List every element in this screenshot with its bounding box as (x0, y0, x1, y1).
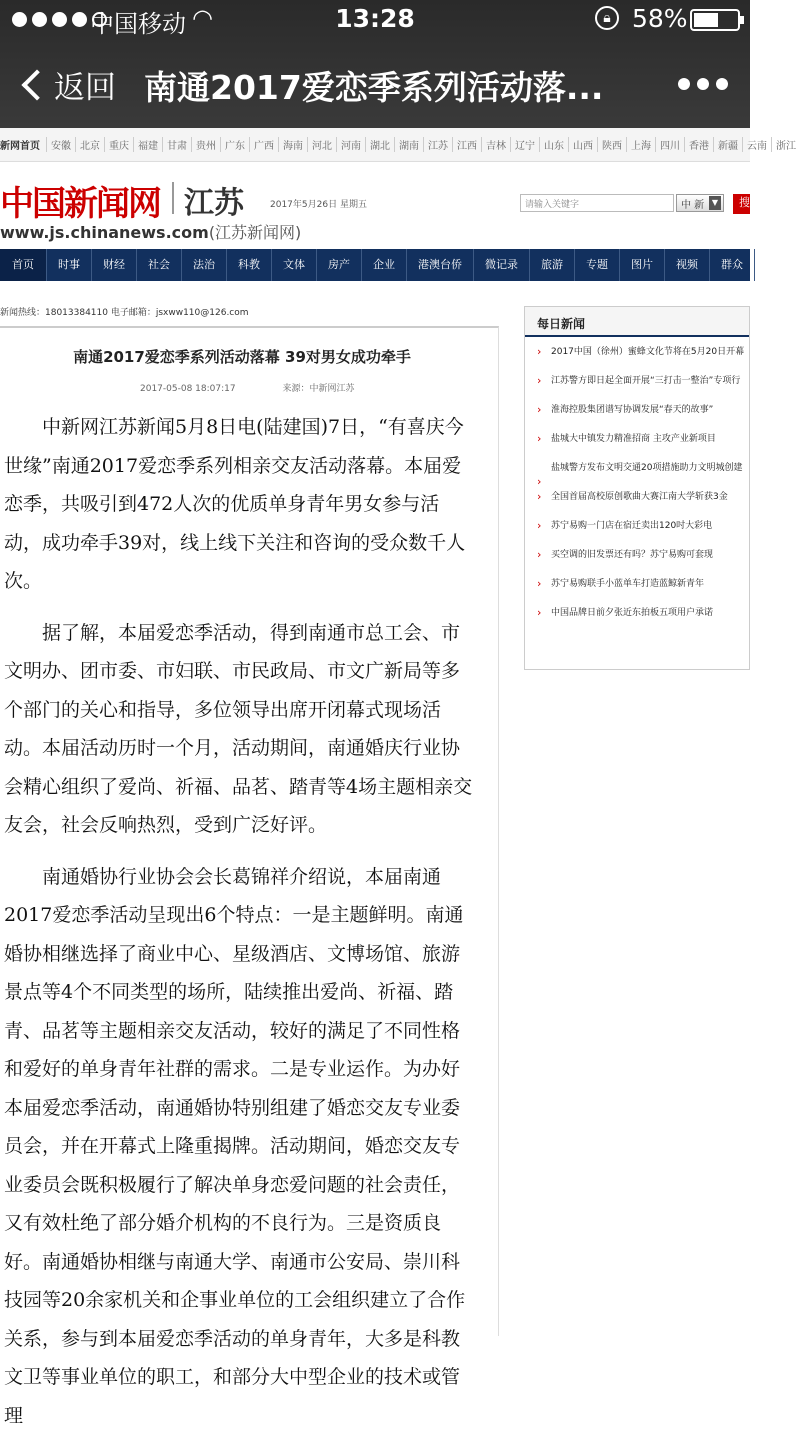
article-date: 2017-05-08 18:07:17 (140, 384, 236, 394)
article-meta (0, 381, 498, 394)
region-link[interactable]: 江苏 (423, 137, 452, 152)
daily-news-list (525, 337, 749, 620)
back-label: 返回 (54, 62, 116, 107)
daily-news-item[interactable]: › 买空调的旧发票还有吗？苏宁易购可套现 (537, 548, 749, 562)
more-dot-icon (678, 78, 690, 90)
main-nav-item[interactable]: 群众 (710, 249, 755, 281)
more-dot-icon (697, 78, 709, 90)
daily-news-item[interactable]: › 苏宁易购一门店在宿迁卖出120吋大彩电 (537, 519, 749, 533)
battery-percent: 58% (632, 4, 688, 33)
daily-news-item[interactable]: › 全国首届高校原创歌曲大赛江南大学斩获3金 (537, 490, 749, 504)
hotline-text: 新闻热线：18013384110 电子邮箱：jsxww110@126.com (0, 305, 249, 318)
region-nav-home[interactable]: 新网首页 (0, 137, 46, 152)
more-menu-button[interactable] (678, 78, 728, 90)
region-link[interactable]: 海南 (278, 137, 307, 152)
region-link[interactable]: 广西 (249, 137, 278, 152)
carrier-label: 中国移动 (90, 4, 186, 39)
main-nav-item[interactable]: 港澳台侨 (407, 249, 474, 281)
main-nav-item[interactable]: 财经 (92, 249, 137, 281)
article-source: 来源：中新网江苏 (282, 384, 354, 394)
region-link[interactable]: 贵州 (191, 137, 220, 152)
back-button[interactable] (18, 62, 116, 107)
main-nav-item[interactable]: 企业 (362, 249, 407, 281)
daily-news-item[interactable]: › 2017中国（徐州）蜜蜂文化节将在5月20日开幕 (537, 345, 749, 359)
chevron-left-icon (21, 69, 52, 100)
region-link[interactable]: 重庆 (104, 137, 133, 152)
main-nav-item[interactable]: 微记录 (474, 249, 530, 281)
region-nav (0, 128, 750, 162)
region-link[interactable]: 香港 (684, 137, 713, 152)
more-dot-icon (716, 78, 728, 90)
region-link[interactable]: 河南 (336, 137, 365, 152)
region-link[interactable]: 福建 (133, 137, 162, 152)
region-link[interactable]: 湖南 (394, 137, 423, 152)
daily-news-item[interactable]: › 淮海控股集团谱写协调发展“春天的故事” (537, 403, 749, 417)
nav-bar (0, 40, 750, 128)
region-title: 江苏 (184, 178, 244, 222)
region-link[interactable]: 江西 (452, 137, 481, 152)
daily-news-item[interactable]: › 盐城大中镇发力精准招商 主攻产业新项目 (537, 432, 749, 446)
daily-news-item[interactable]: › 苏宁易购联手小蓝单车打造蓝鲸新青年 (537, 577, 749, 591)
daily-news-panel (524, 306, 750, 670)
region-link[interactable]: 甘肃 (162, 137, 191, 152)
region-link[interactable]: 北京 (75, 137, 104, 152)
main-nav-item[interactable]: 首页 (0, 249, 47, 281)
battery-icon (690, 9, 740, 31)
search-button[interactable]: 搜 (733, 194, 750, 214)
article (0, 326, 499, 1336)
main-nav-item[interactable]: 社会 (137, 249, 182, 281)
main-nav (0, 249, 750, 281)
region-link[interactable]: 山东 (539, 137, 568, 152)
daily-news-title: 每日新闻 (525, 307, 749, 337)
site-logo[interactable]: 中国新闻网 (0, 176, 160, 225)
rotation-lock-icon: 🔒︎ (595, 6, 619, 30)
clock: 13:28 (0, 4, 750, 33)
search-input[interactable]: 请输入关键字 (520, 194, 674, 212)
main-nav-item[interactable]: 专题 (575, 249, 620, 281)
app-chrome (0, 0, 750, 128)
article-paragraph: 据了解，本届爱恋季活动，得到南通市总工会、市文明办、团市委、市妇联、市民政局、市文广新局等多个部门的关心和指导，多位领导出席开闭幕式现场活动。本届活动历时一个月，活动期间，南通婚庆行业协会精心组织了爱尚、祈福、品茗、踏青等4场主题相亲交友会，社会反响热烈，受到广泛好评。 (4, 614, 474, 845)
region-link[interactable]: 湖北 (365, 137, 394, 152)
main-nav-item[interactable]: 文体 (272, 249, 317, 281)
region-link[interactable]: 安徽 (46, 137, 75, 152)
main-nav-item[interactable]: 视频 (665, 249, 710, 281)
search-scope-select[interactable]: 中 新 ▼ (676, 194, 724, 212)
main-nav-item[interactable]: 法治 (182, 249, 227, 281)
article-paragraph: 中新网江苏新闻5月8日电(陆建国)7日，“有喜庆今世缘”南通2017爱恋季系列相亲交友活动落幕。本届爱恋季，共吸引到472人次的优质单身青年男女参与活动，成功牵手39对，线上线下关注和咨询的受众数千人次。 (4, 408, 474, 601)
daily-news-item[interactable]: › 江苏警方即日起全面开展“三打击一整治”专项行 (537, 374, 749, 388)
region-link[interactable]: 云南 (742, 137, 771, 152)
article-headline: 南通2017爱恋季系列活动落幕 39对男女成功牵手 (0, 346, 498, 367)
region-link[interactable]: 河北 (307, 137, 336, 152)
daily-news-item[interactable]: › 中国品牌日前夕张近东拍板五项用户承诺 (537, 606, 749, 620)
status-bar (0, 0, 750, 40)
region-link[interactable]: 陕西 (597, 137, 626, 152)
wifi-icon: ◠ (192, 4, 213, 32)
site-url: www.js.chinanews.com(江苏新闻网) (0, 220, 301, 243)
main-nav-item[interactable]: 房产 (317, 249, 362, 281)
region-link[interactable]: 广东 (220, 137, 249, 152)
article-paragraph: 南通婚协行业协会会长葛锦祥介绍说，本届南通2017爱恋季活动呈现出6个特点：一是主题鲜明。南通婚协相继选择了商业中心、星级酒店、文博场馆、旅游景点等4个不同类型的场所，陆续推出爱尚、祈福、踏青、品茗等主题相亲交友活动，较好的满足了不同性格和爱好的单身青年社群的需求。二是专业运作。为办好本届爱恋季活动，南通婚协特别组建了婚恋交友专业委员会，并在开幕式上隆重揭牌。活动期间，婚恋交友专业委员会既积极履行了解决单身恋爱问题的社会责任，又有效杜绝了部分婚介机构的不良行为。三是资质良好。南通婚协相继与南通大学、南通市公安局、崇川科技园等20余家机关和企事业单位的工会组织建立了合作关系，参与到本届爱恋季活动的单身青年，大多是科教文卫等事业单位的职工，和部分大中型企业的技术或管理 (4, 858, 474, 1435)
region-link[interactable]: 四川 (655, 137, 684, 152)
logo-divider (172, 182, 174, 214)
region-link[interactable]: 浙江 (771, 137, 800, 152)
region-link[interactable]: 上海 (626, 137, 655, 152)
main-nav-item[interactable]: 图片 (620, 249, 665, 281)
region-link[interactable]: 新疆 (713, 137, 742, 152)
page-title: 南通2017爱恋季系列活动落... (144, 62, 644, 109)
article-body (0, 408, 498, 1435)
daily-news-item[interactable]: › 盐城警方发布文明交通20项措施助力文明城创建 (537, 454, 749, 482)
region-link[interactable]: 吉林 (481, 137, 510, 152)
region-link[interactable]: 辽宁 (510, 137, 539, 152)
site-date: 2017年5月26日 星期五 (270, 197, 367, 210)
main-nav-item[interactable]: 科教 (227, 249, 272, 281)
region-link[interactable]: 山西 (568, 137, 597, 152)
main-nav-item[interactable]: 时事 (47, 249, 92, 281)
main-nav-item[interactable]: 旅游 (530, 249, 575, 281)
